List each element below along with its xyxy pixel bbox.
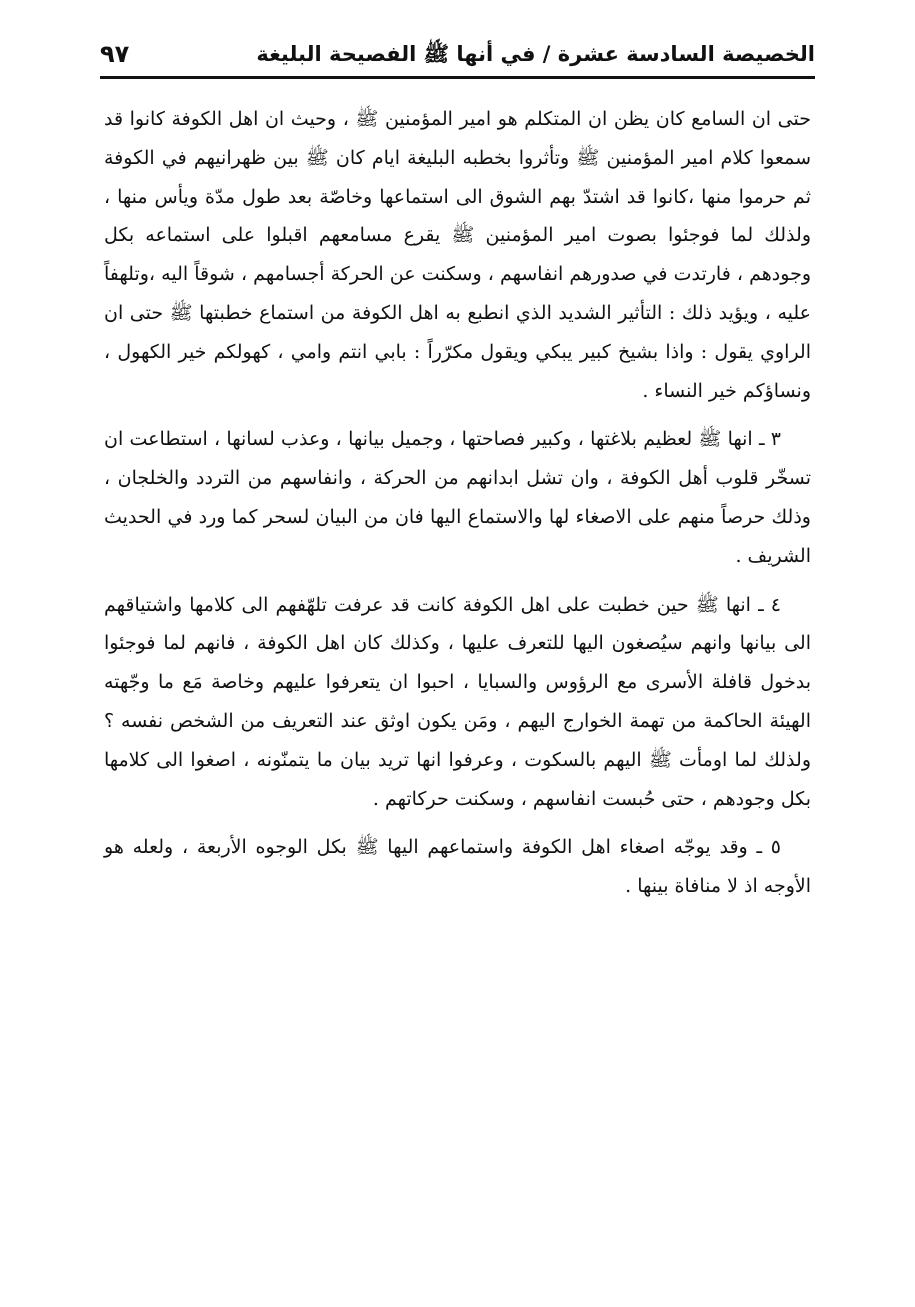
page-number: ٩٧: [100, 40, 130, 68]
running-title: الخصيصة السادسة عشرة / في أنها ﷺ الفصيحة البليغة: [256, 41, 815, 66]
page-header: [100, 32, 815, 79]
paragraph-point-5: ٥ ـ وقد يوجّه اصغاء اهل الكوفة واستماعهم اليها ﷺ بكل الوجوه الأربعة ، ولعله هو الأوجه اذ لا منافاة بينها .: [104, 836, 811, 898]
paragraph-point-3: ٣ ـ انها ﷺ لعظيم بلاغتها ، وكبير فصاحتها ، وجميل بيانها ، وعذب لسانها ، استطاعت ان تسخّر قلوب أهل الكوفة ، وان تشل ابدانهم من الحركة ، وانفاسهم من التردد والخلجان ، وذلك حرصاً منهم على الاصغاء لها والاستماع اليها فان من البيان لسحر كما ورد في الحديث الشريف .: [104, 428, 811, 567]
body-text: [104, 100, 811, 916]
paragraph-continuation: حتى ان السامع كان يظن ان المتكلم هو امير المؤمنين ﷺ ، وحيث ان اهل الكوفة كانوا قد سمعوا كلام امير المؤمنين ﷺ وتأثروا بخطبه البليغة ايام كان ﷺ بين ظهرانيهم في الكوفة ثم حرموا منها ،كانوا قد اشتدّ بهم الشوق الى استماعها وخاصّة بعد طول مدّة ويأس منها ، ولذلك لما فوجئوا بصوت امير المؤمنين ﷺ يقرع مسامعهم اقبلوا على استماعه بكل وجودهم ، فارتدت في صدورهم انفاسهم ، وسكنت عن الحركة أجسامهم ، شوقاً اليه ،وتلهفاً عليه ، ويؤيد ذلك : التأثير الشديد الذي انطبع به اهل الكوفة من استماع خطبتها ﷺ حتى ان الراوي يقول : واذا بشيخ كبير يبكي ويقول مكرّراً : بابي انتم وامي ، كهولكم خير الكهول ، ونساؤكم خير النساء .: [104, 108, 811, 402]
paragraph-point-4: ٤ ـ انها ﷺ حين خطبت على اهل الكوفة كانت قد عرفت تلهّفهم الى كلامها واشتياقهم الى بيانها وانهم سيُصغون اليها للتعرف عليها ، وكذلك كان اهل الكوفة ، فانهم لما فوجئوا بدخول قافلة الأسرى مع الرؤوس والسبايا ، احبوا ان يتعرفوا عليهم وخاصة مَع ما وجّهته الهيئة الحاكمة من تهمة الخوارج اليهم ، ومَن يكون اوثق عند التعريف من الشخص نفسه ؟ ولذلك لما اومأت ﷺ اليهم بالسكوت ، وعرفوا انها تريد بيان ما يتمنّونه ، اصغوا الى كلامها بكل وجودهم ، حتى حُبست انفاسهم ، وسكنت حركاتهم .: [104, 593, 811, 810]
